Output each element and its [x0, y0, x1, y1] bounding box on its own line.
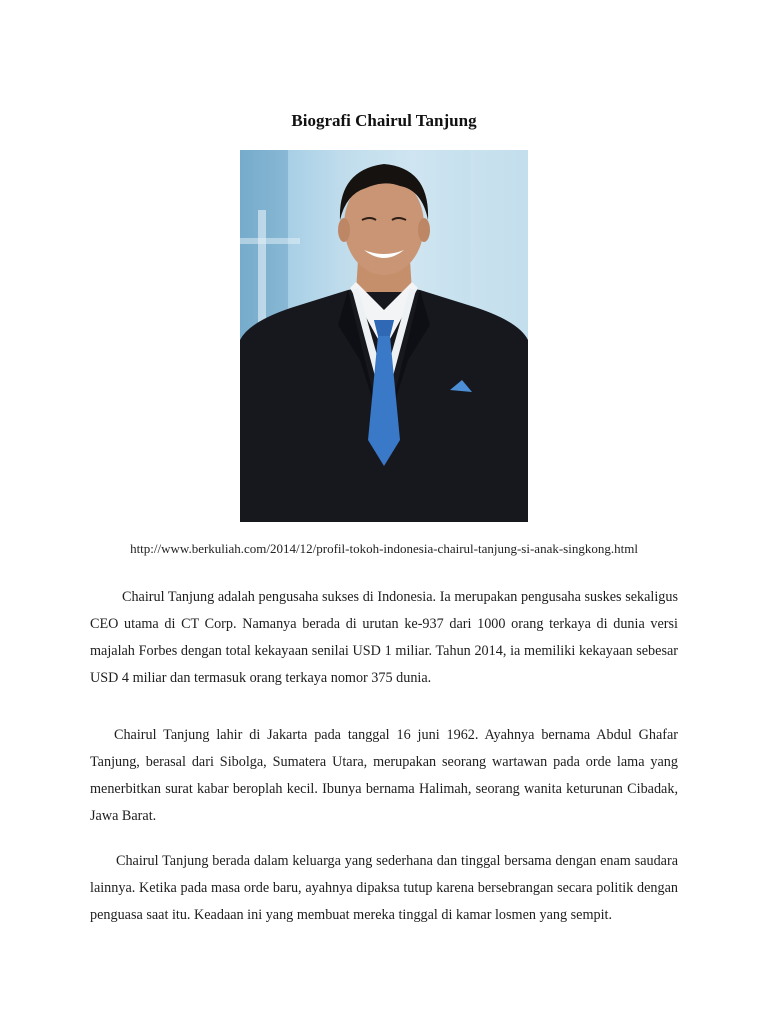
paragraph-family: Chairul Tanjung berada dalam keluarga yang sederhana dan tinggal bersama dengan enam saudara lainnya. Ketika pada masa orde baru, ayahnya dipaksa tutup karena bersebrangan secara politik dengan penguasa saat itu. Keadaan ini yang membuat mereka tinggal di kamar losmen yang sempit. — [90, 853, 678, 924]
paragraph-intro: Chairul Tanjung adalah pengusaha sukses di Indonesia. Ia merupakan pengusaha suskes sekaligus CEO utama di CT Corp. Namanya berada di urutan ke-937 dari 1000 orang terkaya di dunia versi majalah Forbes dengan total kekayaan senilai USD 1 miliar. Tahun 2014, ia memiliki kekayaan sebesar USD 4 miliar dan termasuk orang terkaya nomor 375 dunia. — [90, 589, 678, 687]
portrait-illustration — [240, 150, 528, 522]
source-url-link[interactable]: http://www.berkuliah.com/2014/12/profil-tokoh-indonesia-chairul-tanjung-si-anak-singkong.html — [130, 541, 638, 556]
paragraph-birth: Chairul Tanjung lahir di Jakarta pada tanggal 16 juni 1962. Ayahnya bernama Abdul Ghafar Tanjung, berasal dari Sibolga, Sumatera Utara, merupakan seorang wartawan pada orde lama yang menerbitkan surat kabar beroplah kecil. Ibunya bernama Halimah, seorang wanita keturunan Cibadak, Jawa Barat. — [90, 727, 678, 825]
document-title: Biografi Chairul Tanjung — [291, 111, 477, 130]
portrait-photo — [240, 150, 528, 522]
